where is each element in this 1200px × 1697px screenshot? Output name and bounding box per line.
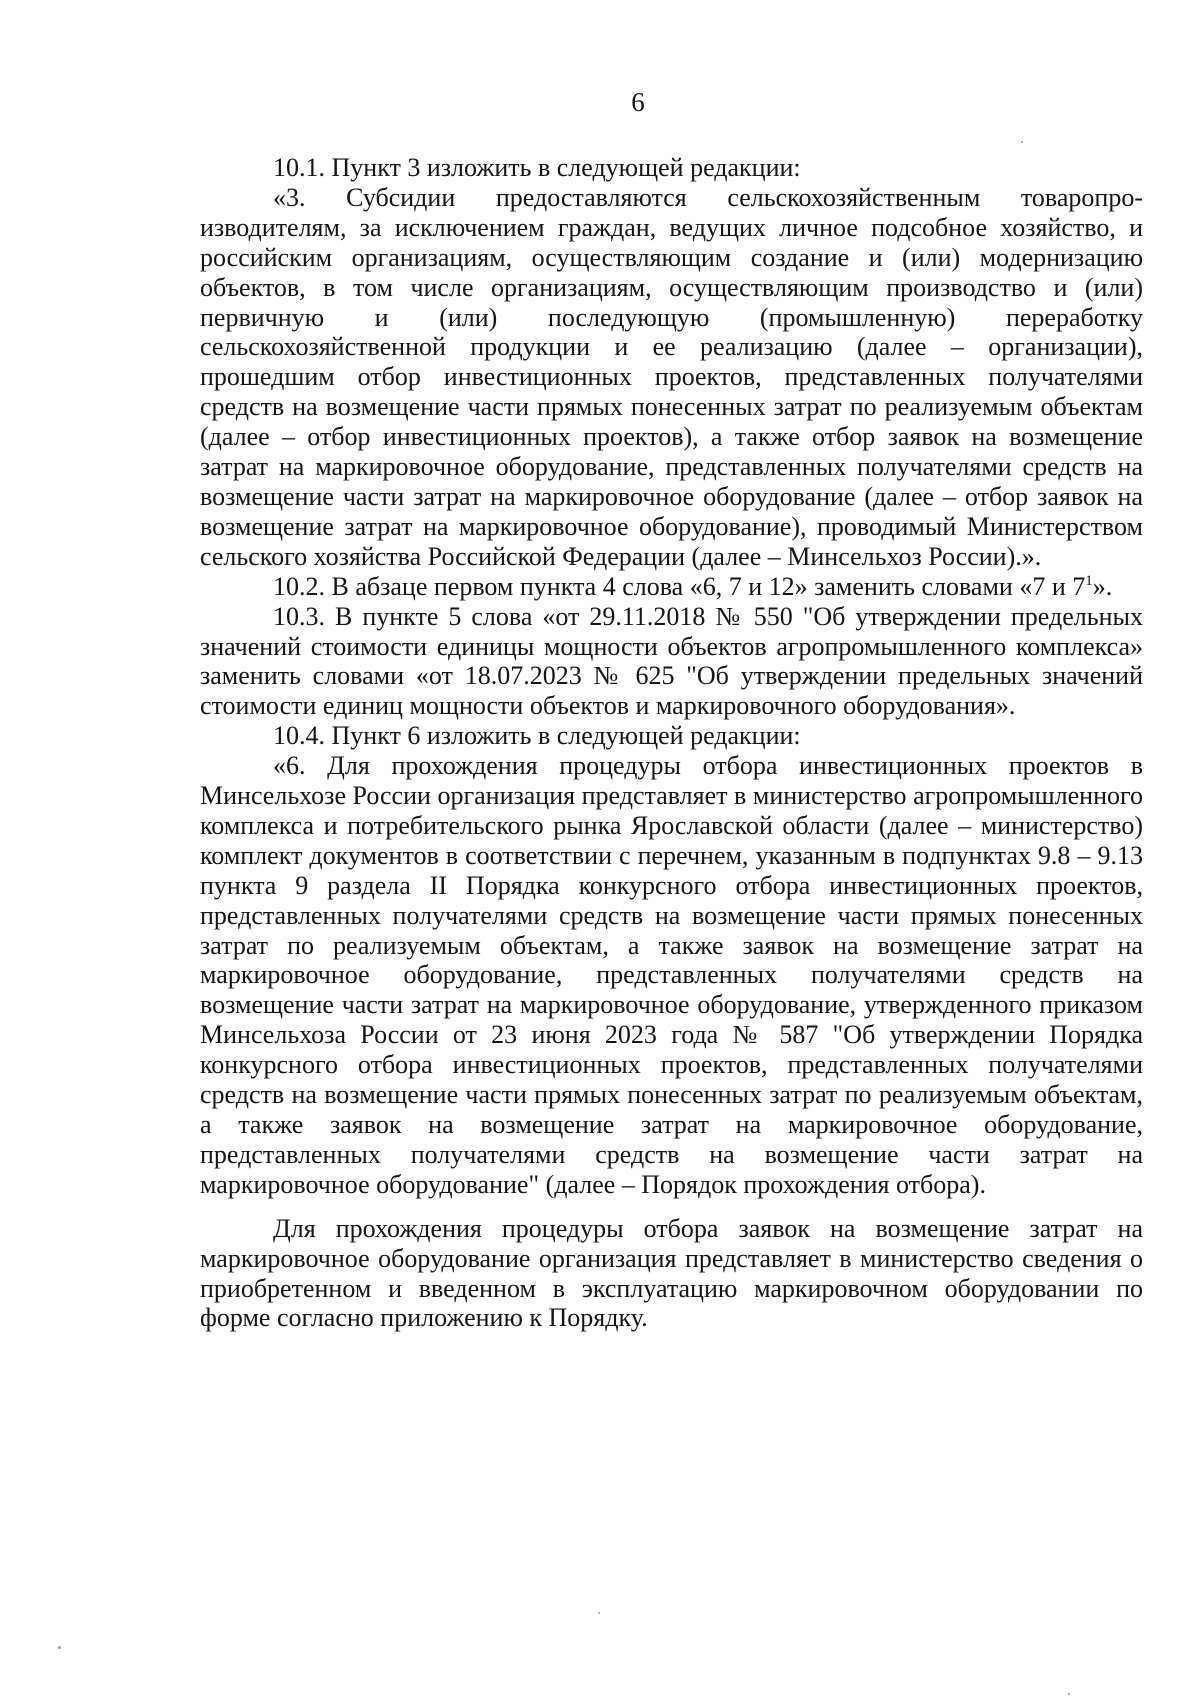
scan-speck bbox=[58, 1646, 61, 1649]
scan-speck bbox=[1021, 141, 1023, 143]
paragraph-10-4: 10.4. Пункт 6 изложить в следующей редакции: bbox=[273, 721, 801, 751]
superscript-index: 1 bbox=[1085, 572, 1093, 589]
paragraph-10-2-end: ». bbox=[1092, 571, 1113, 601]
paragraph-10-1: 10.1. Пункт 3 изложить в следующей редакции: bbox=[273, 153, 801, 182]
paragraph-point-3-text: «3. Субсидии предоставляются сельскохозяйственным товаропроизводителям, за исключением граждан, ведущих личное подсобное хозяйство, и российским организациям, осуществляющим создание и (или) модернизацию объектов, в том числе организациям, осуществляющим производство и (или) первичную и (или) последующую (промышленную) переработку сельскохозяйственной продукции и ее реализацию (далее – организации), прошедшим отбор инвестиционных проектов, представленных получателями средств на возмещение части прямых понесенных затрат по реализуемым объектам (далее – отбор инвестиционных проектов), а также отбор заявок на возмещение затрат на маркировочное оборудование, представленных получателями средств на возмещение части затрат на маркировочное оборудование (далее – отбор заявок на возмещение затрат на маркировочное оборудование), проводимый Министерством сельского хозяйства Российской Федерации (далее – Минсельхоз России).». bbox=[200, 182, 1143, 571]
paragraph-point-6-text: «6. Для прохождения процедуры отбора инвестиционных проектов в Минсельхозе России организация представляет в министерство агропромышленного комплекса и потребительского рынка Ярославской области (далее – министерство) комплект документов в соответствии с перечнем, указанным в подпунктах 9.8 – 9.13 пункта 9 раздела II Порядка конкурсного отбора инвестиционных проектов, представленных получателями средств на возмещение части прямых понесенных затрат по реализуемым объектам, а также заявок на возмещение затрат на маркировочное оборудование, представленных получателями средств на возмещение части затрат на маркировочное оборудование, утвержденного приказом Минсельхоза России от 23 июня 2023 года № 587 "Об утверждении Порядка конкурсного отбора инвестиционных проектов, представленных получателями средств на возмещение части прямых понесенных затрат по реализуемым объектам, а также заявок на возмещение затрат на маркировочное оборудование, представленных получателями средств на возмещение части затрат на маркировочное оборудование" (далее – Порядок прохождения отбора). bbox=[200, 751, 1143, 1199]
scan-speck bbox=[1068, 1693, 1070, 1695]
paragraph-10-2 bbox=[200, 572, 1143, 602]
paragraph-10-2-text: 10.2. В абзаце первом пункта 4 слова «6, 7 и 12» заменить словами «7 и 7 bbox=[273, 571, 1086, 601]
page-number: 6 bbox=[631, 87, 645, 117]
paragraph-10-3: 10.3. В пункте 5 слова «от 29.11.2018 № 550 "Об утверждении предельных значений стоимости единицы мощности объектов агропромышленного комплекса» заменить словами «от 18.07.2023 № 625 "Об утверждении предельных значений стоимости единиц мощности объектов и маркировочного оборудования». bbox=[200, 601, 1143, 721]
scan-speck bbox=[598, 1612, 600, 1614]
paragraph-marking-equipment: Для прохождения процедуры отбора заявок на возмещение затрат на маркировочное оборудование организация представляет в министерство сведения о приобретенном и введенном в эксплуатацию маркировочном оборудовании по форме согласно приложению к Порядку. bbox=[200, 1213, 1143, 1333]
document-body bbox=[200, 153, 1143, 1333]
